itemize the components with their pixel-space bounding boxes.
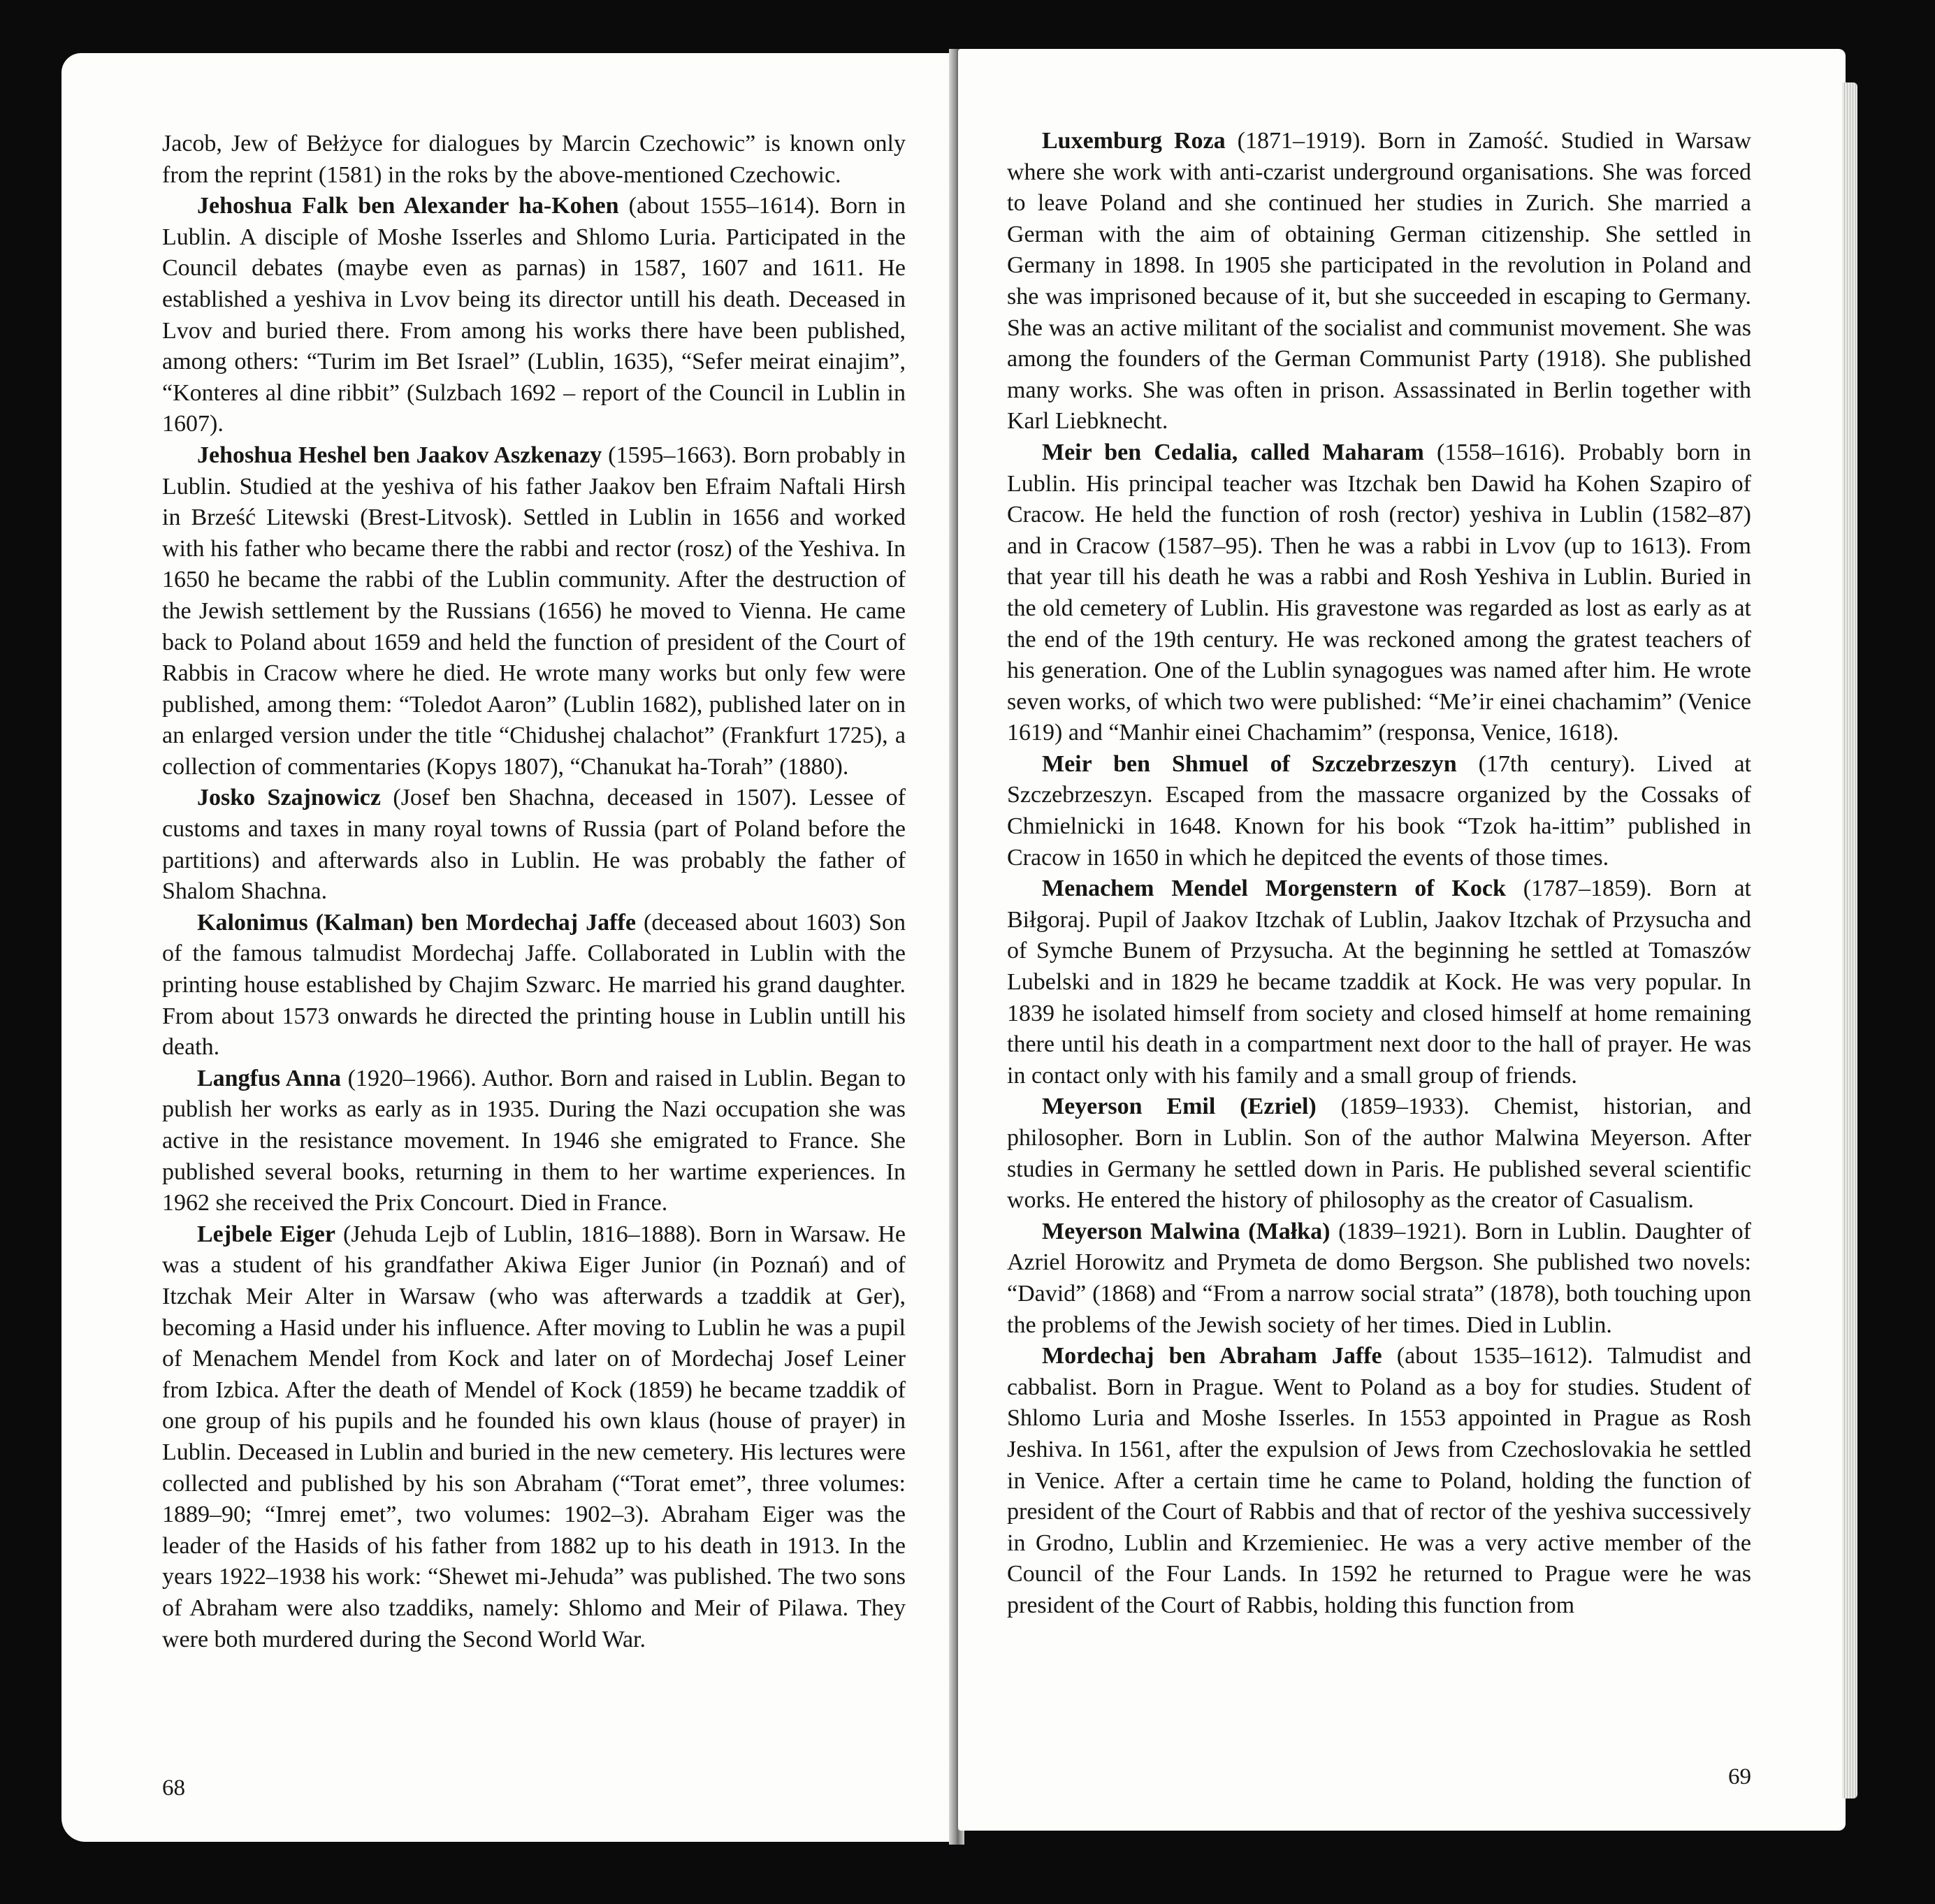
entry-text: (1859–1933). Chemist, historian, and philosopher. Born in Lublin. Son of the author Malwina Meyerson. After studies in Germany he settled down in Paris. He published several scientific works. He entered the history of philosophy as the creator of Casualism. bbox=[1007, 1093, 1751, 1214]
entry-text: (1595–1663). Born probably in Lublin. Studied at the yeshiva of his father Jaakov ben Efraim Naftali Hirsh in Brześć Litewski (Brest-Litvosk). Settled in Lublin in 1656 and worked with his father who became there the rabbi and rector (rosz) of the Yeshiva. In 1650 he became the rabbi of the Lublin community. After the destruction of the Jewish settlement by the Russians (1656) he moved to Vienna. He came back to Poland about 1659 and held the function of president of the Court of Rabbis in Cracow where he died. He wrote many works but only few were published, among them: “Toledot Aaron” (Lublin 1682), published later on in an enlarged version under the title “Chidushej chalachot” (Frankfurt 1725), a collection of commentaries (Kopys 1807), “Chanukat ha-Torah” (1880). bbox=[162, 442, 906, 780]
entry-name: Josko Szajnowicz bbox=[197, 785, 381, 811]
entry bbox=[162, 1063, 906, 1219]
entry-name: Jehoshua Heshel ben Jaakov Aszkenazy bbox=[197, 442, 602, 468]
entry-text: (17th century). Lived at Szczebrzeszyn. Escaped from the massacre organized by the Cossaks of Chmielnicki in 1648. Known for his book “Tzok ha-ittim” published in Cracow in 1650 in which he depitced the events of those times. bbox=[1007, 750, 1751, 871]
entry-name: Kalonimus (Kalman) ben Mordechaj Jaffe bbox=[197, 909, 636, 936]
entry bbox=[162, 908, 906, 1063]
entry bbox=[162, 1219, 906, 1655]
entry bbox=[162, 783, 906, 907]
entry bbox=[162, 191, 906, 440]
entry-continuation bbox=[162, 129, 906, 191]
entry bbox=[1007, 1216, 1751, 1341]
entry-name: Mordechaj ben Abraham Jaffe bbox=[1042, 1343, 1382, 1369]
entry-name: Langfus Anna bbox=[197, 1065, 342, 1091]
entry-name: Meir ben Cedalia, called Maharam bbox=[1042, 439, 1424, 465]
right-page-text bbox=[1007, 126, 1751, 1622]
entry-text: (about 1535–1612). Talmudist and cabbalist. Born in Prague. Went to Poland as a boy for studies. Student of Shlomo Luria and Moshe Isserles. In 1553 appointed in Prague as Rosh Jeshiva. In 1561, after the expulsion of Jews from Czechoslovakia he settled in Venice. After a certain time he came to Poland, holding the function of president of the Court of Rabbis and that of rector of the yeshiva successively in Grodno, Lublin and Krzemieniec. He was a very active member of the Council of the Four Lands. In 1592 he returned to Prague were he was president of the Court of Rabbis, holding this function from bbox=[1007, 1343, 1751, 1618]
left-page-text bbox=[162, 129, 906, 1655]
entry-name: Meyerson Malwina (Małka) bbox=[1042, 1218, 1331, 1244]
entry-text: (Jehuda Lejb of Lublin, 1816–1888). Born in Warsaw. He was a student of his grandfather Akiwa Eiger Junior (in Poznań) and of Itzchak Meir Alter in Warsaw (who was afterwards a tzaddik at Ger), becoming a Hasid under his influence. After moving to Lublin he was a pupil of Menachem Mendel from Kock and later on of Mordechaj Josef Leiner from Izbica. After the death of Mendel of Kock (1859) he became tzaddik of one group of his pupils and he founded his own klaus (house of prayer) in Lublin. Deceased in Lublin and buried in the new cemetery. His lectures were collected and published by his son Abraham (“Torat emet”, three volumes: 1889–90; “Imrej emet”, two volumes: 1902–3). Abraham Eiger was the leader of the Hasids of his father from 1882 up to his death in 1913. In the years 1922–1938 his work: “Shewet mi-Jehuda” was published. The two sons of Abraham were also tzaddiks, namely: Shlomo and Meir of Pilawa. They were both murdered during the Second World War. bbox=[162, 1221, 906, 1652]
entry-text: (deceased about 1603) Son of the famous talmudist Mordechaj Jaffe. Collaborated in Lublin with the printing house established by Chajim Szwarc. He married his grand daughter. From about 1573 onwards he directed the printing house in Lublin untill his death. bbox=[162, 909, 906, 1061]
entry-text: (about 1555–1614). Born in Lublin. A disciple of Moshe Isserles and Shlomo Luria. Participated in the Council debates (maybe even as parnas) in 1587, 1607 and 1611. He established a yeshiva in Lvov being its director untill his death. Deceased in Lvov and buried there. From among his works there have been published, among others: “Turim im Bet Israel” (Lublin, 1635), “Sefer meirat einajim”, “Konteres al dine ribbit” (Sulzbach 1692 – report of the Council in Lublin in 1607). bbox=[162, 193, 906, 437]
entry-name: Jehoshua Falk ben Alexander ha-Kohen bbox=[197, 193, 619, 219]
entry-name: Meir ben Shmuel of Szczebrzeszyn bbox=[1042, 750, 1457, 777]
entry bbox=[1007, 437, 1751, 749]
right-page bbox=[958, 49, 1846, 1831]
entry bbox=[1007, 749, 1751, 873]
entry-text: (Josef ben Shachna, deceased in 1507). Lessee of customs and taxes in many royal towns of Russia (part of Poland before the partitions) and afterwards also in Lublin. He was probably the father of Shalom Shachna. bbox=[162, 785, 906, 905]
entry bbox=[1007, 1091, 1751, 1216]
entry-text: (1558–1616). Probably born in Lublin. His principal teacher was Itzchak ben Dawid ha Kohen Szapiro of Cracow. He held the function of rosh (rector) yeshiva in Lublin (1582–87) and in Cracow (1587–95). Then he was a rabbi in Lvov (up to 1613). From that year till his death he was a rabbi and Rosh Yeshiva in Lublin. Buried in the old cemetery of Lublin. His gravestone was regarded as lost as early as at the end of the 19th century. He was reckoned among the gratest teachers of his generation. One of the Lublin synagogues was named after him. He wrote seven works, of which two were published: “Me’ir einei chachamim” (Venice 1619) and “Manhir einei Chachamim” (responsa, Venice, 1618). bbox=[1007, 439, 1752, 746]
left-page bbox=[61, 53, 955, 1842]
entry bbox=[1007, 873, 1751, 1091]
entry-text: (1871–1919). Born in Zamość. Studied in Warsaw where she work with anti-czarist underground organisations. She was forced to leave Poland and she continued her studies in Zurich. She married a German with the aim of obtaining German citizenship. She settled in Germany in 1898. In 1905 she participated in the revolution in Poland and she was imprisoned because of it, but she succeeded in escaping to Germany. She was an active militant of the socialist and communist movement. She was among the founders of the German Communist Party (1918). She published many works. She was often in prison. Assassinated in Berlin together with Karl Liebknecht. bbox=[1007, 128, 1751, 435]
entry-name: Meyerson Emil (Ezriel) bbox=[1042, 1093, 1317, 1120]
entry-text: Jacob, Jew of Bełżyce for dialogues by Marcin Czechowic” is known only from the reprint (1581) in the roks by the above-mentioned Czechowic. bbox=[162, 131, 906, 188]
entry bbox=[1007, 1341, 1751, 1621]
entry-name: Menachem Mendel Morgenstern of Kock bbox=[1042, 875, 1506, 902]
page-edges bbox=[1842, 82, 1857, 1798]
page-number: 69 bbox=[1728, 1764, 1751, 1789]
entry-text: (1839–1921). Born in Lublin. Daughter of Azriel Horowitz and Prymeta de domo Bergson. She published two novels: “David” (1868) and “From a narrow social strata” (1878), both touching upon the problems of the Jewish society of her times. Died in Lublin. bbox=[1007, 1218, 1751, 1338]
entry-name: Luxemburg Roza bbox=[1042, 128, 1226, 154]
entry-text: (1920–1966). Author. Born and raised in Lublin. Began to publish her works as early as in 1935. During the Nazi occupation she was active in the resistance movement. In 1946 she emigrated to France. She published several books, returning in them to her wartime experiences. In 1962 she received the Prix Concourt. Died in France. bbox=[162, 1065, 906, 1216]
entry-text: (1787–1859). Born at Biłgoraj. Pupil of Jaakov Itzchak of Lublin, Jaakov Itzchak of Przysucha and of Symche Bunem of Przysucha. At the beginning he settled at Tomaszów Lubelski and in 1829 he became tzaddik at Kock. He was very popular. In 1839 he isolated himself from society and closed himself at home remaining there until his death in a compartment next door to the hall of prayer. He was in contact only with his family and a small group of friends. bbox=[1007, 875, 1752, 1089]
page-number: 68 bbox=[162, 1775, 185, 1801]
entry bbox=[162, 440, 906, 783]
entry bbox=[1007, 126, 1751, 437]
entry-name: Lejbele Eiger bbox=[197, 1221, 335, 1247]
